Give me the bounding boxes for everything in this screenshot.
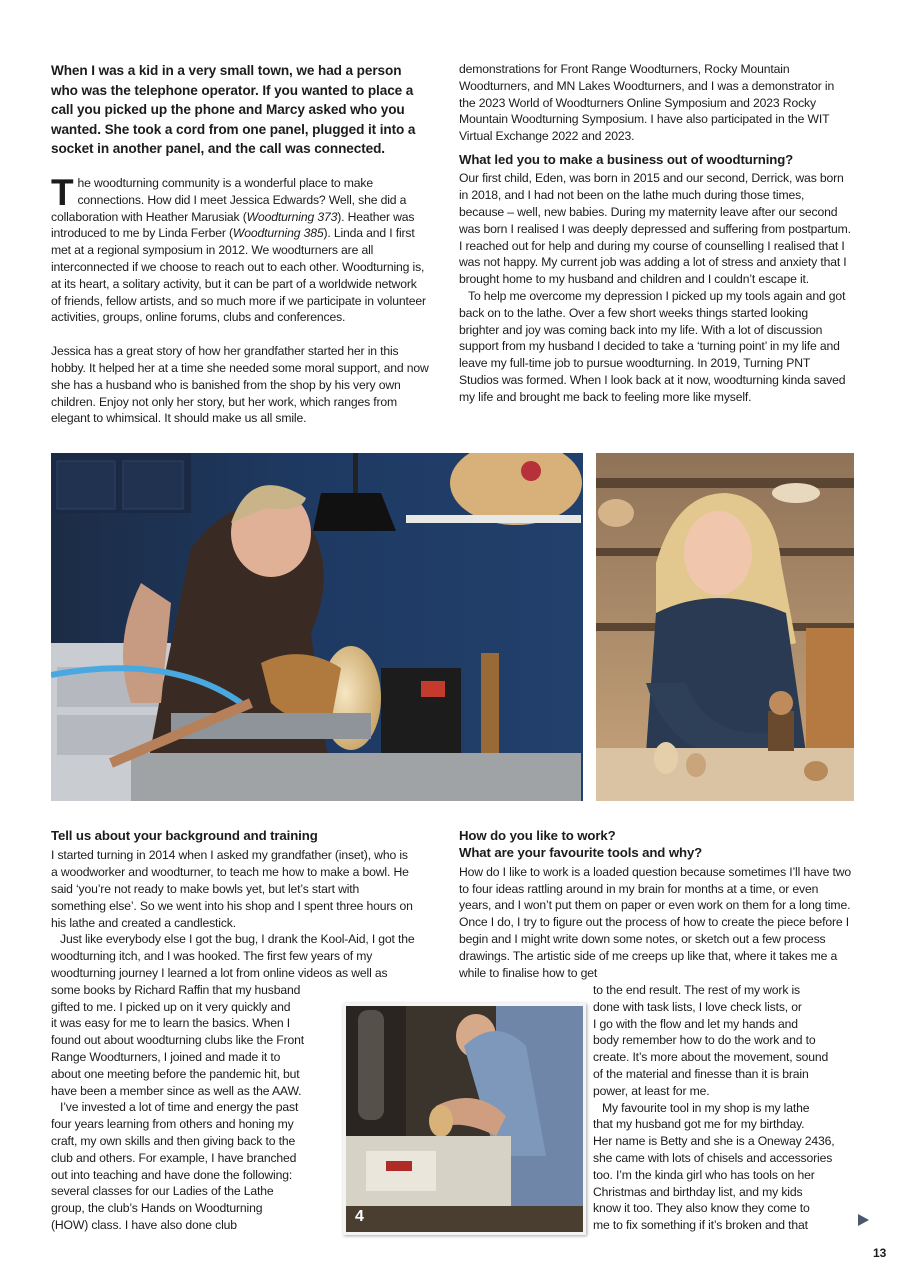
- body-paragraph: demonstrations for Front Range Woodturners, Rocky Mountain Woodturners, and MN Lakes Woodturners, and I was a demonstrator in the 2023 World of Woodturners Online Symposium and 2023 Rocky Mountain Woodturning Symposium. I have also participated in the WIT Virtual Exchange 2022 and 2023.: [459, 62, 835, 144]
- section-heading: Tell us about your background and training: [51, 828, 318, 843]
- section-heading: What led you to make a business out of woodturning?: [459, 151, 794, 167]
- body-paragraph: I started turning in 2014 when I asked my grandfather (inset), who is a woodworker and woodturner, to teach me how to make a bowl. He said ‘you’re not ready to make bowls yet, but let’s start with something else’. So we went into his shop and I spent three hours on his lathe and created a candlestick.: [51, 848, 413, 930]
- next-page-arrow-icon: [858, 1214, 869, 1226]
- page-number: 13: [873, 1246, 887, 1260]
- magazine-reference: Woodturning 373: [246, 209, 338, 224]
- intro-paragraph: The woodturning community is a wonderful place to make connections. How did I meet Jessica Edwards? Well, she did a collaboration with Heather Marusiak (Woodturning 373). Heather was introduced to me by Linda Ferber (Woodturning 385). Linda and I first met at a regional symposium in 2012. We woodturners are all interconnected if we choose to reach out to each other. Woodturning is, at its heart, a solitary activity, but it can be part of a worldwide network of friends, fellow artists, and so much more if we participate in volunteer activities, groups, online forums, clubs and conferences.: [51, 171, 426, 325]
- intro-paragraph-2: Jessica has a great story of how her grandfather started her in this hobby. It helped her at a time she needed some moral support, and now she has a husband who is banished from the shop by his very own children. Enjoy not only her story, but her work, which ranges from elegant to whimsical. It should make us all smile.: [51, 344, 429, 426]
- body-paragraph: My favourite tool in my shop is my lathe that my husband got me for my birthday. Her name is Betty and she is a Oneway 2436, she came with lots of chisels and accessories too. I’m the kinda girl who has tools on her Christmas and birthday list, and my kids know it too. They also know they come to me to fix something if it’s broken and that: [593, 1100, 835, 1233]
- body-paragraph: To help me overcome my depression I picked up my tools again and got back on to the lathe. Over a few short weeks things started looking brighter and joy was coming back into my life. With a lot of discussion support from my husband I decided to take a ‘turning point’ in my life and leave my full-time job to pursue woodturning. In 2019, Turning PNT Studios was formed. When I look back at it now, woodturning kinda saved my life and brought me back to feeling more like myself.: [459, 288, 846, 404]
- left-top-column: [51, 61, 429, 427]
- photo-woman-smiling: [596, 453, 854, 801]
- intro-standfirst: When I was a kid in a very small town, we had a person who was the telephone operator. If you wanted to place a call you picked up the phone and Marcy asked who you wanted. She took a cord from one panel, plugged it into a socket in another panel, and the call was connected.: [51, 63, 416, 157]
- body-paragraph: some books by Richard Raffin that my husband gifted to me. I picked up on it very quickly and it was easy for me to learn the basics. When I found out about woodturning clubs like the Front Range Woodturners, I joined and made it to about one meeting before the pandemic hit, but have been a member since as well as the AAW.: [51, 982, 304, 1098]
- body-paragraph: Our first child, Eden, was born in 2015 and our second, Derrick, was born in 2018, and I had not been on the lathe much during those times, because – well, new babies. During my maternity leave after our second was born I realised I was deeply depressed and suffering from postpartum. I reached out for help and during my course of counselling I realised that I was not happy. My current job was adding a lot of stress and anxiety that I brought home to my husband and children and I couldn’t escape it.: [459, 171, 851, 287]
- right-bottom-column: [459, 827, 853, 981]
- inset-number: 4: [355, 1208, 364, 1225]
- body-paragraph: I’ve invested a lot of time and energy the past four years learning from others and honing my craft, my own skills and then giving back to the club and others. For example, I have branched out into teaching and have done the following: several classes for our Ladies of the Lathe group, the club’s Hands on Woodturning (HOW) class. I have also done club: [51, 1100, 299, 1232]
- section-heading: How do you like to work?: [459, 828, 616, 843]
- section-heading: What are your favourite tools and why?: [459, 845, 703, 861]
- body-paragraph: Just like everybody else I got the bug, I drank the Kool-Aid, I got the woodturning itch, and I was hooked. The first few years of my woodturning journey I learned a lot from online videos as well as: [51, 932, 415, 980]
- drop-cap: T: [51, 171, 74, 213]
- body-paragraph: How do I like to work is a loaded question because sometimes I’ll have two to four ideas rattling around in my brain for months at a time, or even years, and I won’t put them on paper or even work on them for a long time. Once I do, I try to figure out the process of how to create the piece before I begin and I might write down some notes, or sketch out a few process drawings. The artistic side of me creeps up like that, where it takes me a while to finalise how to get: [459, 864, 851, 980]
- right-bottom-wrap-column: [593, 982, 855, 1234]
- photo-woman-at-lathe: [51, 453, 583, 801]
- magazine-reference: Woodturning 385: [232, 226, 324, 241]
- inset-photo-grandfather: [343, 1003, 586, 1235]
- body-paragraph: to the end result. The rest of my work is done with task lists, I love check lists, or I go with the flow and let my hands and body remember how to do the work and to create. It’s more about the movement, sound of the material and finesse than it is brain power, at least for me.: [593, 983, 829, 1098]
- right-top-column: [459, 61, 851, 406]
